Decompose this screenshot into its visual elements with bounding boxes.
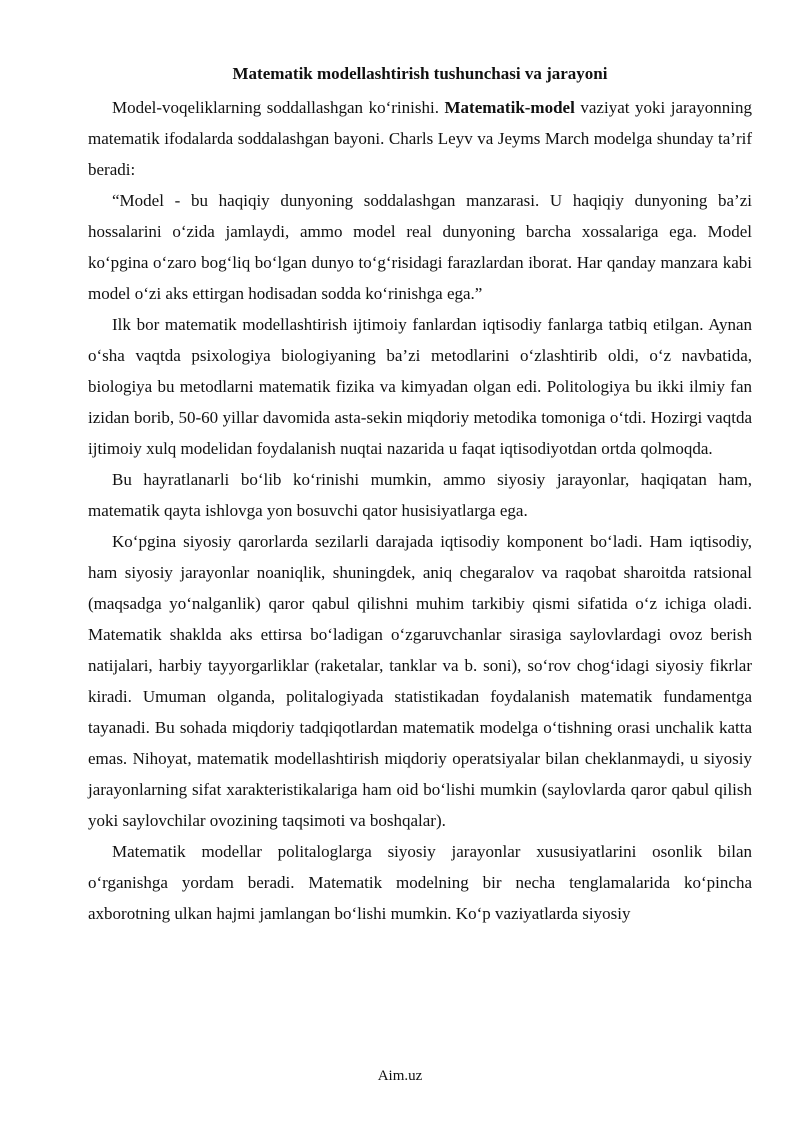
paragraph-5: Ko‘pgina siyosiy qarorlarda sezilarli darajada iqtisodiy komponent bo‘ladi. Ham iqtisodiy, ham siyosiy jarayonlar noaniqlik, shuningdek, aniq chegaralov va raqobat sharoitda ratsional (maqsadga yo‘nalganlik) qaror qabul qilishni muhim tarkibiy qismi sifatida o‘z ichiga oladi. Matematik shaklda aks ettirsa bo‘ladigan o‘zgaruvchanlar sirasiga saylovlardagi ovoz berish natijalari, harbiy tayyorgarliklar (raketalar, tanklar va b. soni), so‘rov chog‘idagi siyosiy fikrlar kiradi. Umuman olganda, politalogiyada statistikadan foydalanish matematik fundamentga tayanadi. Bu sohada miqdoriy tadqiqotlardan matematik modelga o‘tishning orasi unchalik katta emas. Nihoyat, matematik modellashtirish miqdoriy operatsiyalar bilan cheklanmaydi, u siyosiy jarayonlarning sifat xarakteristikalariga ham oid bo‘lishi mumkin (saylovlarda qaror qabul qilish yoki saylovchilar ovozining taqsimoti va boshqalar). xyxy=(88,532,752,830)
paragraph-1 xyxy=(88,92,752,185)
page-footer: Aim.uz xyxy=(377,1068,423,1084)
paragraph-1-rest: vaziyat yoki jarayonning matematik ifodalarda soddalashgan bayoni. Charls Leyv va Jeyms March modelga shunday ta’rif beradi: xyxy=(88,98,752,179)
paragraph-1-term: Matematik-model xyxy=(444,98,575,117)
paragraph-6: Matematik modellar politaloglarga siyosiy jarayonlar xususiyatlarini osonlik bilan o‘rganishga yordam beradi. Matematik modelning bir necha tenglamalarida ko‘pincha axborotning ulkan hajmi jamlangan bo‘lishi mumkin. Ko‘p vaziyatlarda siyosiy xyxy=(88,842,752,923)
document-page xyxy=(88,62,752,929)
paragraph-3: Ilk bor matematik modellashtirish ijtimoiy fanlardan iqtisodiy fanlarga tatbiq etilgan. Aynan o‘sha vaqtda psixologiya biologiyaning ba’zi metodlarini o‘zlashtirib oldi, o‘z navbatida, biologiya bu metodlarni matematik fizika va kimyadan olgan edi. Politologiya bu ikki ilmiy fan izidan borib, 50-60 yillar davomida asta-sekin miqdoriy metodika tomoniga o‘tdi. Hozirgi vaqtda ijtimoiy xulq modelidan foydalanish nuqtai nazarida u faqat iqtisodiyotdan ortda qolmoqda. xyxy=(88,315,752,458)
paragraph-1-intro: Model-voqeliklarning soddallashgan ko‘rinishi. xyxy=(112,98,445,117)
paragraph-4: Bu hayratlanarli bo‘lib ko‘rinishi mumkin, ammo siyosiy jarayonlar, haqiqatan ham, matematik qayta ishlovga yon bosuvchi qator husisiyatlarga ega. xyxy=(88,470,752,520)
page-title: Matematik modellashtirish tushunchasi va jarayoni xyxy=(232,64,608,83)
paragraph-2-quote: “Model - bu haqiqiy dunyoning soddalashgan manzarasi. U haqiqiy dunyoning ba’zi hossalarini o‘zida jamlaydi, ammo model real dunyoning barcha xossalariga ega. Model ko‘pgina o‘zaro bog‘liq bo‘lgan dunyo to‘g‘risidagi farazlardan iborat. Har qanday manzara kabi model o‘zi aks ettirgan hodisadan sodda ko‘rinishga ega.” xyxy=(88,191,752,303)
